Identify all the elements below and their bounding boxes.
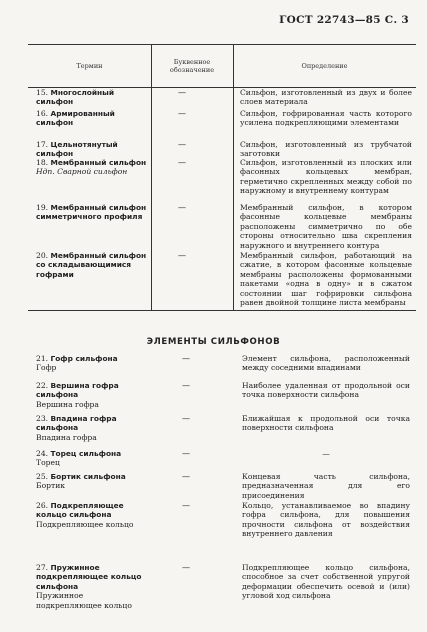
term-25: 25. Бортик сильфона Бортик (36, 472, 126, 491)
term-26: 26. Подкрепляющее кольцо сильфона Подкрепляющее кольцо (36, 501, 134, 529)
symbol-18: — (178, 158, 186, 167)
symbol-15: — (178, 88, 186, 97)
definition-25: Концевая часть сильфона, предназначенная для его присоединения (242, 472, 410, 500)
symbol-20: — (178, 251, 186, 260)
definition-27: Подкрепляющее кольцо сильфона, способное за счет собственной упругой деформации обеспечить осевой и (или) угловой ход сильфона (242, 563, 410, 601)
term-27: 27. Пружинное подкрепляющее кольцо сильфона Пружинное подкрепляющее кольцо (36, 563, 142, 610)
column-divider (151, 45, 152, 310)
symbol-22: — (182, 381, 190, 390)
symbol-21: — (182, 354, 190, 363)
symbol-25: — (182, 472, 190, 481)
symbol-24: — (182, 449, 190, 458)
term-17: 17. Цельнотянутый сильфон (36, 140, 118, 159)
symbol-23: — (182, 414, 190, 423)
term-20: 20. Мембранный сильфон со складывающимися гофрами (36, 251, 147, 279)
definition-20: Мембранный сильфон, работающий на сжатие, в котором фасонные кольцевые мембраны расположены формованными пакетами «одна в одну» и в сжатом состоянии шаг гофрировки сильфона равен двойной толщине листа мембраны (240, 251, 412, 308)
definition-24: — (322, 449, 330, 458)
column-header-definition: Определение (301, 62, 348, 70)
term-18: 18. Мембранный сильфон Ндп. Сварной сильфон (36, 158, 147, 177)
definition-15: Сильфон, изготовленный из двух и более слоев материала (240, 88, 412, 107)
definition-16: Сильфон, гофрированная часть которого усилена подкрепляющими элементами (240, 109, 412, 128)
term-19: 19. Мембранный сильфон симметричного профиля (36, 203, 147, 222)
definition-22: Наиболее удаленная от продольной оси точка поверхности сильфона (242, 381, 410, 400)
terms-table (28, 44, 416, 311)
definition-21: Элемент сильфона, расположенный между соседними впадинами (242, 354, 410, 373)
term-22: 22. Вершина гофра сильфона Вершина гофра (36, 381, 119, 409)
symbol-26: — (182, 501, 190, 510)
column-header-symbol: Буквенное обозначение (169, 58, 215, 74)
symbol-17: — (178, 140, 186, 149)
definition-17: Сильфон, изготовленный из трубчатой заготовки (240, 140, 412, 159)
term-23: 23. Впадина гофра сильфона Впадина гофра (36, 414, 117, 442)
term-16: 16. Армированный сильфон (36, 109, 115, 128)
definition-26: Кольцо, устанавливаемое во впадину гофра сильфона, для повышения прочности сильфона от воздействия внутреннего давления (242, 501, 410, 539)
definition-23: Ближайшая к продольной оси точка поверхности сильфона (242, 414, 410, 433)
definition-19: Мембранный сильфон, в котором фасонные кольцевые мембраны расположены симметрично по обе стороны относительно шва скрепления наружного и внутреннего контура (240, 203, 412, 250)
page-header: ГОСТ 22743—85 С. 3 (279, 14, 409, 26)
symbol-19: — (178, 203, 186, 212)
term-21: 21. Гофр сильфона Гофр (36, 354, 118, 373)
term-15: 15. Многослойный сильфон (36, 88, 114, 107)
symbol-16: — (178, 109, 186, 118)
deprecated-term-note: Ндп. Сварной сильфон (36, 167, 128, 177)
symbol-27: — (182, 563, 190, 572)
column-header-term: Термин (76, 62, 103, 70)
section-title: ЭЛЕМЕНТЫ СИЛЬФОНОВ (146, 337, 281, 347)
term-24: 24. Торец сильфона Торец (36, 449, 122, 468)
definition-18: Сильфон, изготовленный из плоских или фасонных кольцевых мембран, герметично скрепленных между собой по наружному и внутреннему контурам (240, 158, 412, 196)
